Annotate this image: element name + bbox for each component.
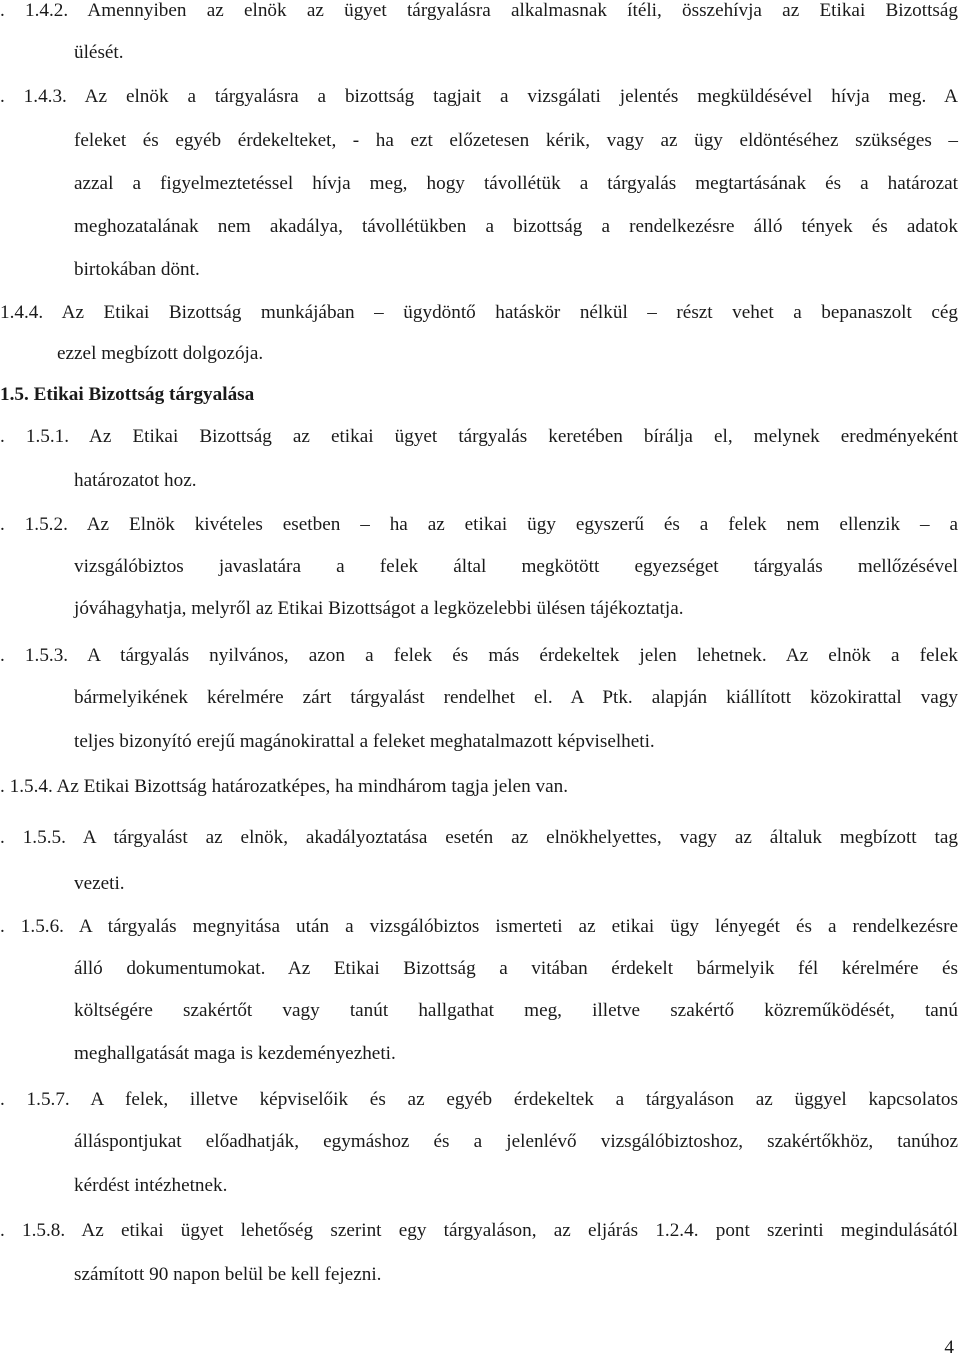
paragraph-1-5-8-line-1: . 1.5.8. Az etikai ügyet lehetőség szerint egy tárgyaláson, az eljárás 1.2.4. pont szerinti megindulásától <box>0 1220 958 1241</box>
paragraph-1-5-1-line-1: . 1.5.1. Az Etikai Bizottság az etikai ügyet tárgyalás keretében bírálja el, melynek eredményeként <box>0 426 958 447</box>
paragraph-1-5-2-line-1: . 1.5.2. Az Elnök kivételes esetben – ha az etikai ügy egyszerű és a felek nem ellenzik – a <box>0 514 958 535</box>
paragraph-1-5-7-line-2: álláspontjukat előadhatják, egymáshoz és a jelenlévő vizsgálóbiztoshoz, szakértőkhöz, tanúhoz <box>74 1131 958 1152</box>
paragraph-1-5-6-line-2: álló dokumentumokat. Az Etikai Bizottság a vitában érdekelt bármelyik fél kérelmére és <box>74 958 958 979</box>
paragraph-1-5-1-line-2: határozatot hoz. <box>74 470 197 491</box>
paragraph-1-5-8-line-2: számított 90 napon belül be kell fejezni. <box>74 1264 382 1285</box>
paragraph-1-5-3-line-1: . 1.5.3. A tárgyalás nyilvános, azon a felek és más érdekeltek jelen lehetnek. Az elnök a felek <box>0 645 958 666</box>
paragraph-1-5-4: . 1.5.4. Az Etikai Bizottság határozatképes, ha mindhárom tagja jelen van. <box>0 776 568 797</box>
paragraph-1-5-5-line-1: . 1.5.5. A tárgyalást az elnök, akadályoztatása esetén az elnökhelyettes, vagy az általuk megbízott tag <box>0 827 958 848</box>
paragraph-1-5-2-line-3: jóváhagyhatja, melyről az Etikai Bizottságot a legközelebbi ülésen tájékoztatja. <box>74 598 684 619</box>
page-number: 4 <box>944 1337 954 1358</box>
paragraph-1-5-7-line-3: kérdést intézhetnek. <box>74 1175 228 1196</box>
paragraph-1-5-6-line-4: meghallgatását maga is kezdeményezheti. <box>74 1043 396 1064</box>
paragraph-1-4-3-line-3: azzal a figyelmeztetéssel hívja meg, hogy távollétük a tárgyalás megtartásának és a határozat <box>74 173 958 194</box>
paragraph-1-5-6-line-1: . 1.5.6. A tárgyalás megnyitása után a vizsgálóbiztos ismerteti az etikai ügy lényegét és a rendelkezésre <box>0 916 958 937</box>
paragraph-1-5-2-line-2: vizsgálóbiztos javaslatára a felek által megkötött egyezséget tárgyalás mellőzésével <box>74 556 958 577</box>
paragraph-1-5-7-line-1: . 1.5.7. A felek, illetve képviselőik és az egyéb érdekeltek a tárgyaláson az üggyel kapcsolatos <box>0 1089 958 1110</box>
paragraph-1-4-3-line-4: meghozatalának nem akadálya, távollétükben a bizottság a rendelkezésre álló tények és adatok <box>74 216 958 237</box>
paragraph-1-5-5-line-2: vezeti. <box>74 873 125 894</box>
section-heading-1-5: 1.5. Etikai Bizottság tárgyalása <box>0 384 255 405</box>
paragraph-1-4-2-line-2: ülését. <box>74 42 124 63</box>
paragraph-1-5-3-line-2: bármelyikének kérelmére zárt tárgyalást rendelhet el. A Ptk. alapján kiállított közokirattal vagy <box>74 687 958 708</box>
paragraph-1-5-3-line-3: teljes bizonyító erejű magánokirattal a feleket meghatalmazott képviselheti. <box>74 731 655 752</box>
paragraph-1-4-3-line-5: birtokában dönt. <box>74 259 200 280</box>
paragraph-1-4-2-line-1: . 1.4.2. Amennyiben az elnök az ügyet tárgyalásra alkalmasnak ítéli, összehívja az Etikai Bizottság <box>0 0 958 21</box>
paragraph-1-4-3-line-1: . 1.4.3. Az elnök a tárgyalásra a bizottság tagjait a vizsgálati jelentés megküldésével hívja meg. A <box>0 86 958 107</box>
paragraph-1-5-6-line-3: költségére szakértőt vagy tanút hallgathat meg, illetve szakértő közreműködését, tanú <box>74 1000 958 1021</box>
paragraph-1-4-4-line-1: 1.4.4. Az Etikai Bizottság munkájában – ügydöntő hatáskör nélkül – részt vehet a bepanaszolt cég <box>0 302 958 323</box>
paragraph-1-4-3-line-2: feleket és egyéb érdekelteket, - ha ezt előzetesen kérik, vagy az ügy eldöntéséhez szükséges – <box>74 130 958 151</box>
paragraph-1-4-4-line-2: ezzel megbízott dolgozója. <box>57 343 264 364</box>
